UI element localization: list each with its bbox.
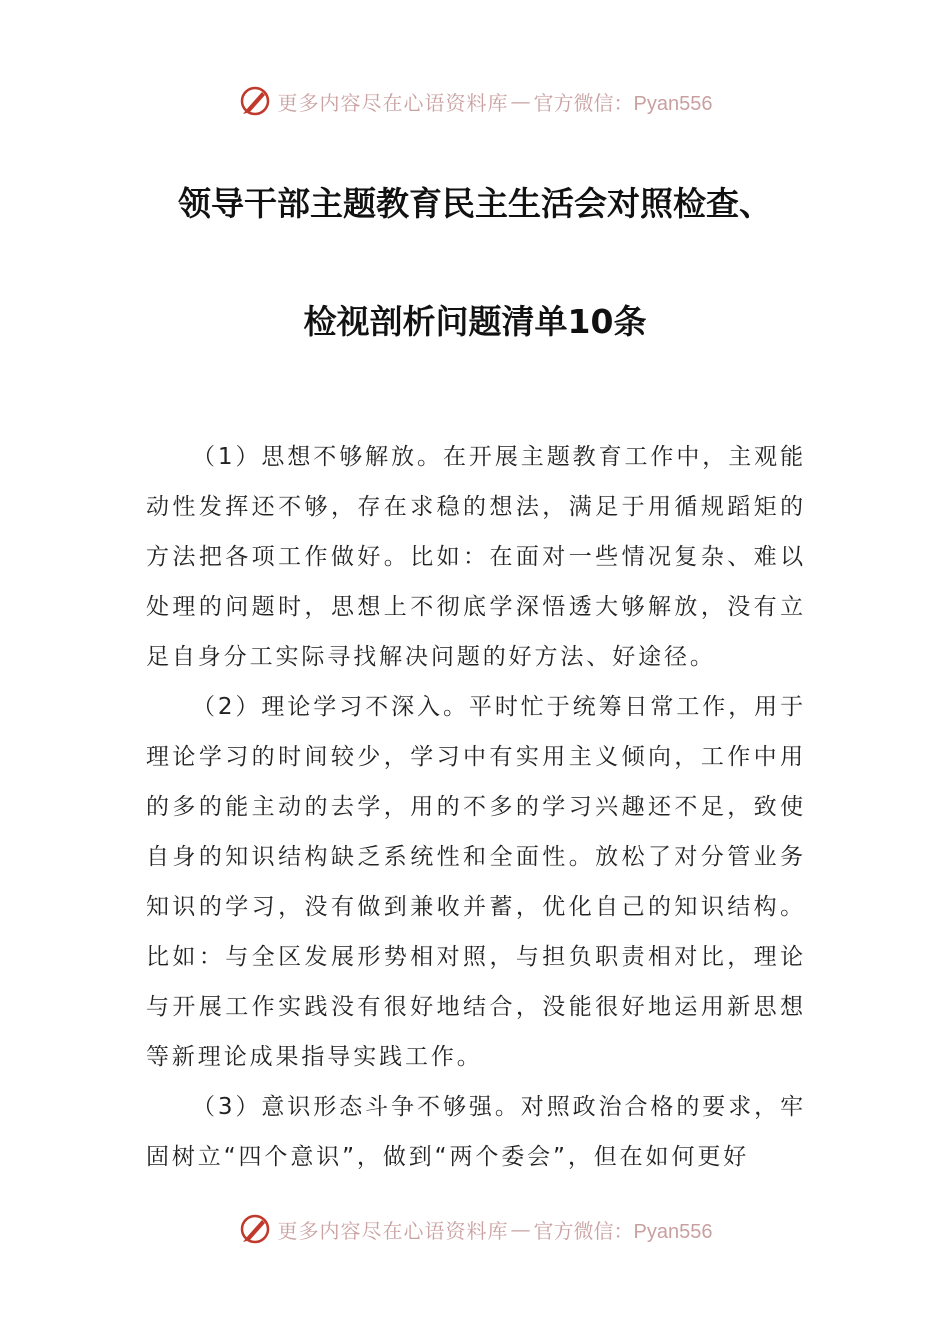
watermark-wechat: 官方微信：Pyan556 [533, 92, 713, 115]
pen-logo-icon [238, 84, 272, 118]
watermark-header [0, 84, 950, 118]
document-body [146, 432, 806, 1182]
watermark-text: 更多内容尽在心语资料库 [277, 1218, 509, 1243]
watermark-separator: — [510, 89, 532, 113]
document-title-line-1: 领导干部主题教育民主生活会对照检查、 [178, 184, 772, 223]
watermark-wechat: 官方微信：Pyan556 [533, 1220, 713, 1243]
paragraph-3: （3）意识形态斗争不够强。对照政治合格的要求，牢固树立“四个意识”，做到“两个委会”，但在如何更好 [146, 1094, 806, 1170]
watermark-text: 更多内容尽在心语资料库 [277, 90, 509, 115]
document-title-line-2: 检视剖析问题清单10条 [303, 302, 647, 341]
paragraph-1: （1）思想不够解放。在开展主题教育工作中，主观能动性发挥还不够，存在求稳的想法，满足于用循规蹈矩的方法把各项工作做好。比如：在面对一些情况复杂、难以处理的问题时，思想上不彻底学深悟透大够解放，没有立足自身分工实际寻找解决问题的好方法、好途径。 [146, 444, 806, 670]
watermark-footer [0, 1212, 950, 1246]
watermark-separator: — [510, 1217, 532, 1241]
pen-logo-icon [238, 1212, 272, 1246]
paragraph-2: （2）理论学习不深入。平时忙于统筹日常工作，用于理论学习的时间较少，学习中有实用主义倾向，工作中用的多的能主动的去学，用的不多的学习兴趣还不足，致使自身的知识结构缺乏系统性和全面性。放松了对分管业务知识的学习，没有做到兼收并蓄，优化自己的知识结构。比如：与全区发展形势相对照，与担负职责相对比，理论与开展工作实践没有很好地结合，没能很好地运用新思想等新理论成果指导实践工作。 [146, 694, 806, 1070]
